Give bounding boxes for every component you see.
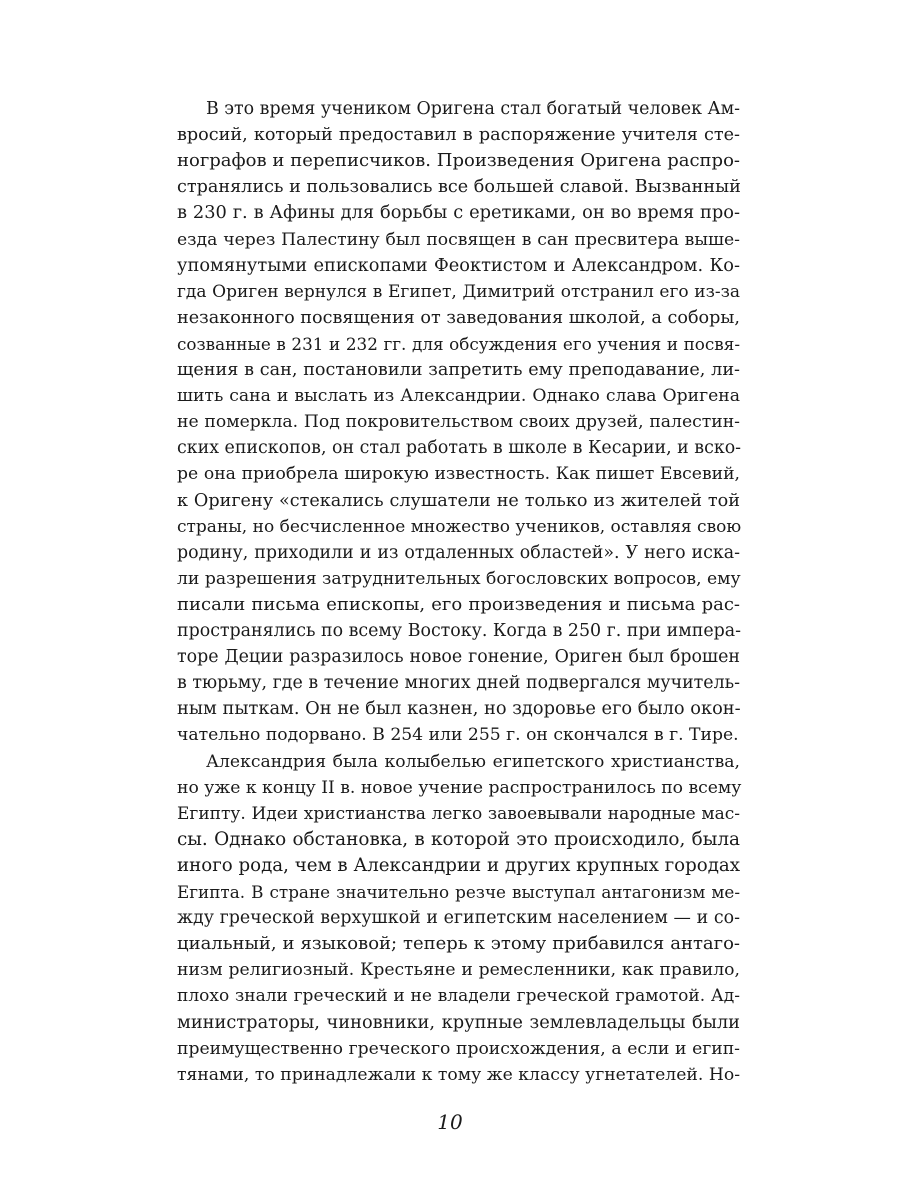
text-line: тянами, то принадлежали к тому же классу угнетателей. Но- [177, 1064, 740, 1085]
text-line: чательно подорвано. В 254 или 255 г. он скончался в г. Тире. [177, 725, 739, 746]
text-line: странялись и пользовались все большей славой. Вызванный [177, 177, 741, 198]
text-line: иного рода, чем в Александрии и других крупных городах [177, 854, 740, 876]
text-line: ли разрешения затруднительных богословских вопросов, ему [177, 568, 741, 589]
text-line: в 230 г. в Афины для борьбы с еретиками, он во время про- [177, 202, 740, 224]
text-line: ских епископов, он стал работать в школе в Кесарии, и вско- [177, 438, 742, 459]
text-line: гда Ориген вернулся в Египет, Димитрий отстранил его из-за [177, 281, 740, 302]
text-line: министраторы, чиновники, крупные землевладельцы были [177, 1011, 740, 1033]
text-line: ре она приобрела широкую известность. Как пишет Евсевий, [177, 464, 740, 485]
text-line: шить сана и выслать из Александрии. Однако слава Оригена [177, 386, 740, 407]
text-line: ным пыткам. Он не был казнен, но здоровье его было окон- [177, 698, 741, 720]
text-line: писали письма епископы, его произведения и письма рас- [177, 593, 740, 615]
text-line: в тюрьму, где в течение многих дней подвергался мучитель- [177, 673, 740, 694]
text-line: Египту. Идеи христианства легко завоевывали народные мас- [177, 803, 740, 824]
text-line: не померкла. Под покровительством своих друзей, палестин- [177, 412, 740, 433]
text-line: преимущественно греческого происхождения, а если и егип- [177, 1038, 740, 1059]
text-line: жду греческой верхушкой и египетским населением — и со- [177, 908, 740, 929]
text-line: Александрия была колыбелью египетского христианства, [206, 751, 740, 772]
text-line: страны, но бесчисленное множество учеников, оставляя свою [177, 516, 742, 537]
text-line: низм религиозный. Крестьяне и ремесленники, как правило, [177, 960, 740, 981]
text-line: нографов и переписчиков. Произведения Оригена распро- [177, 150, 740, 172]
text-line: Египта. В стране значительно резче выступал антагонизм ме- [177, 882, 740, 902]
text-line: циальный, и языковой; теперь к этому прибавился антаго- [177, 933, 740, 955]
text-line: созванные в 231 и 232 гг. для обсуждения его учения и посвя- [177, 333, 740, 354]
text-line: к Оригену «стекались слушатели не только из жителей той [177, 490, 740, 511]
text-line: плохо знали греческий и не владели греческой грамотой. Ад- [177, 986, 740, 1007]
text-line: щения в сан, постановили запретить ему преподавание, ли- [177, 360, 740, 380]
text-line: незаконного посвящения от заведования школой, а соборы, [177, 307, 740, 328]
text-line: сы. Однако обстановка, в которой это происходило, была [177, 828, 740, 850]
text-line: торе Деции разразилось новое гонение, Ориген был брошен [177, 647, 740, 668]
text-line: но уже к концу II в. новое учение распространилось по всему [177, 777, 742, 798]
text-line: езда через Палестину был посвящен в сан пресвитера выше- [177, 229, 740, 250]
text-line: В это время учеником Оригена стал богатый человек Ам- [206, 99, 741, 119]
text-line: пространялись по всему Востоку. Когда в 250 г. при импера- [177, 621, 741, 641]
text-line: родину, приходили и из отдаленных областей». У него иска- [177, 542, 740, 563]
text-line: вросий, который предоставил в распоряжение учителя сте- [177, 125, 740, 146]
text-line: упомянутыми епископами Феоктистом и Александром. Ко- [177, 254, 740, 276]
page-number: 10 [437, 1110, 463, 1134]
